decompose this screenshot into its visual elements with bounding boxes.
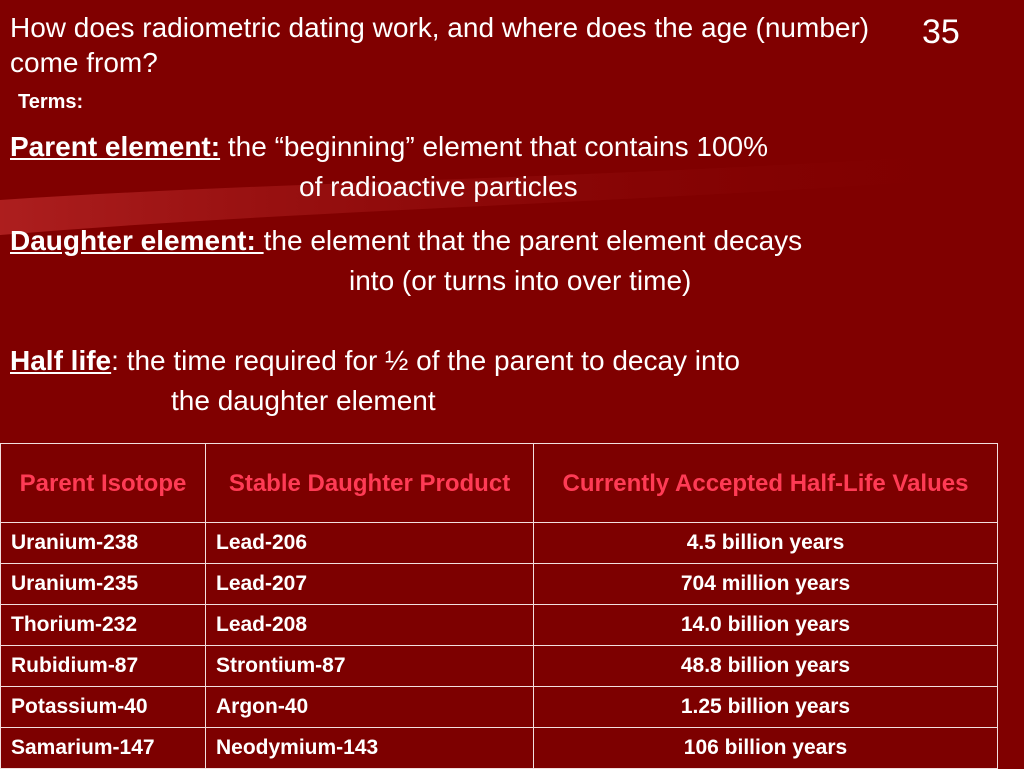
cell-half-life: 48.8 billion years xyxy=(534,646,998,687)
term-parent-name: Parent element: xyxy=(10,131,221,162)
term-half-life-definition-line1: the time required for ½ of the parent to decay into xyxy=(126,345,740,376)
slide-title: How does radiometric dating work, and where does the age (number) come from? xyxy=(10,12,870,78)
term-daughter-definition-line2: into (or turns into over time) xyxy=(349,265,692,296)
cell-parent: Samarium-147 xyxy=(1,728,206,769)
cell-parent: Rubidium-87 xyxy=(1,646,206,687)
table-row xyxy=(1,564,998,605)
cell-daughter: Neodymium-143 xyxy=(206,728,534,769)
table-row xyxy=(1,605,998,646)
cell-parent: Uranium-238 xyxy=(1,523,206,564)
header-half-life: Currently Accepted Half-Life Values xyxy=(534,444,998,523)
cell-half-life: 106 billion years xyxy=(534,728,998,769)
cell-daughter: Strontium-87 xyxy=(206,646,534,687)
term-daughter-element xyxy=(10,221,1024,301)
cell-half-life: 1.25 billion years xyxy=(534,687,998,728)
term-daughter-name: Daughter element: xyxy=(10,225,264,256)
cell-half-life: 14.0 billion years xyxy=(534,605,998,646)
term-parent-definition-line2: of radioactive particles xyxy=(299,171,578,202)
cell-parent: Thorium-232 xyxy=(1,605,206,646)
cell-half-life: 4.5 billion years xyxy=(534,523,998,564)
cell-daughter: Lead-208 xyxy=(206,605,534,646)
term-parent-definition-line1: the “beginning” element that contains 100% xyxy=(227,131,768,162)
term-half-life-name: Half life xyxy=(10,345,112,376)
term-half-life-definition-line2: the daughter element xyxy=(171,385,436,416)
cell-daughter: Lead-207 xyxy=(206,564,534,605)
term-half-life xyxy=(10,341,1010,421)
term-daughter-definition-line1: the element that the parent element decays xyxy=(263,225,803,256)
table-row xyxy=(1,728,998,769)
isotope-table xyxy=(0,443,998,769)
term-parent-element xyxy=(10,127,1010,207)
header-parent-isotope: Parent Isotope xyxy=(1,444,206,523)
table-header-row xyxy=(1,444,998,523)
cell-parent: Uranium-235 xyxy=(1,564,206,605)
table-row xyxy=(1,646,998,687)
table-row xyxy=(1,687,998,728)
cell-half-life: 704 million years xyxy=(534,564,998,605)
table-row xyxy=(1,523,998,564)
slide-number: 35 xyxy=(922,13,960,51)
cell-daughter: Lead-206 xyxy=(206,523,534,564)
cell-daughter: Argon-40 xyxy=(206,687,534,728)
header-stable-daughter: Stable Daughter Product xyxy=(206,444,534,523)
cell-parent: Potassium-40 xyxy=(1,687,206,728)
terms-label: Terms: xyxy=(18,91,84,113)
term-half-life-separator: : xyxy=(111,345,119,376)
